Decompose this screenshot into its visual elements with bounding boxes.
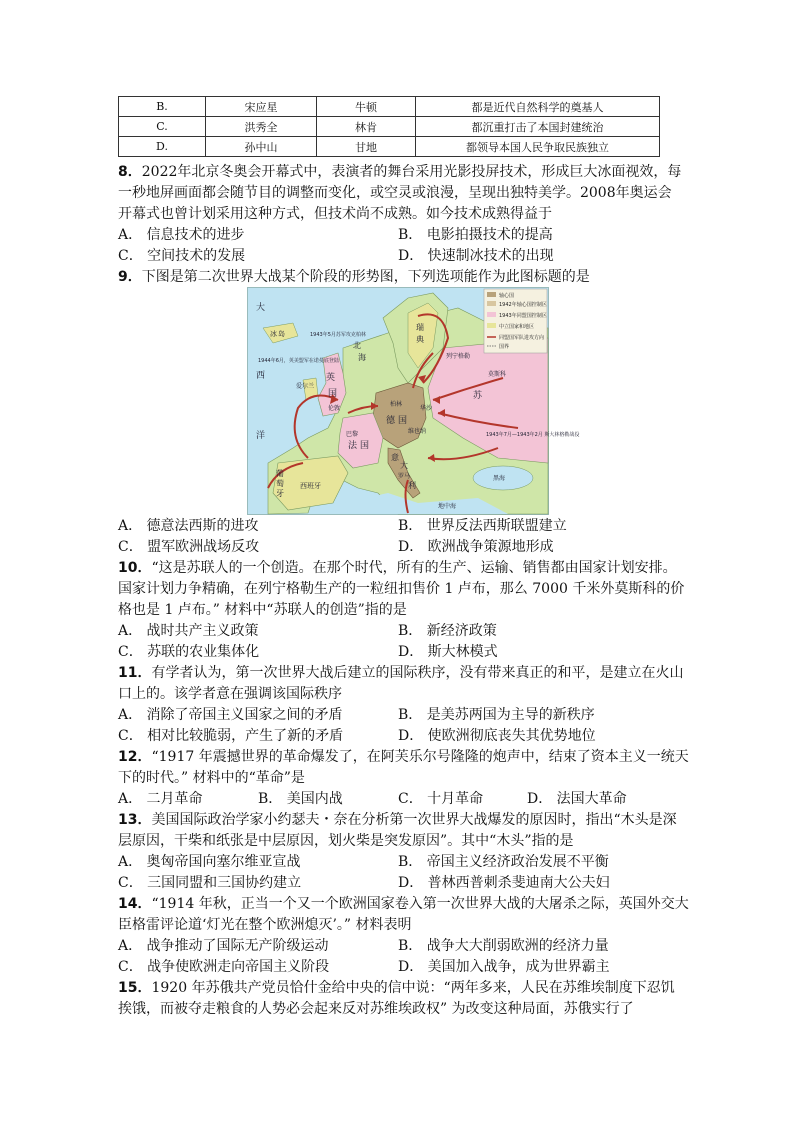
table-cell: C. <box>119 117 206 137</box>
map-label: 大 <box>256 303 266 313</box>
map-label: 冰 <box>270 330 277 338</box>
q8-option-b[interactable]: B． 电影拍摄技术的提高 <box>398 227 553 243</box>
q14-option-a[interactable]: A． 战争推动了国际无产阶级运动 <box>118 938 329 954</box>
question-number: 13． <box>118 812 152 828</box>
question-text: “这是苏联人的一个创造。在那个时代，所有的生产、运输、销售都由国家计划安排。 <box>151 560 677 576</box>
map-label: 英 <box>326 373 336 383</box>
q11-option-a[interactable]: A． 消除了帝国主义国家之间的矛盾 <box>118 707 343 723</box>
map-label: 法 <box>348 441 358 451</box>
question-10-line-3: 格也是 1 卢布。” 材料中“苏联人的创造”指的是 <box>118 602 407 618</box>
question-10-line-1 <box>118 558 677 578</box>
q10-option-d[interactable]: D． 斯大林模式 <box>398 644 498 660</box>
question-text: 下图是第二次世界大战某个阶段的形势图，下列选项能作为此图标题的是 <box>141 269 590 285</box>
question-14-line-2: 臣格雷评论道‘灯光在整个欧洲熄灭’。” 材料表明 <box>118 917 412 933</box>
map-label: 华沙 <box>420 405 433 412</box>
map-label: 1943年7月—1943年2月 斯大林格勒战役 <box>486 432 580 438</box>
q13-option-b[interactable]: B． 帝国主义经济政治发展不平衡 <box>398 854 609 870</box>
q13-option-a[interactable]: A． 奥匈帝国向塞尔维亚宣战 <box>118 854 301 870</box>
table-cell: 甘地 <box>317 137 416 157</box>
question-9-line-1 <box>118 267 590 287</box>
question-number: 10． <box>118 560 152 576</box>
map-label: 北 <box>353 341 361 350</box>
map-label: 国 <box>328 389 338 399</box>
question-number: 9． <box>118 269 142 285</box>
legend-label: 国界 <box>499 344 510 350</box>
map-label: 岛 <box>278 330 285 338</box>
map-label: 国 <box>360 441 370 451</box>
question-text: “1914 年秋，正当一个又一个欧洲国家卷入第一次世界大战的大屠杀之际，英国外交大 <box>151 896 689 912</box>
q8-option-d[interactable]: D． 快速制冰技术的出现 <box>398 248 554 264</box>
question-13-line-2: 层原因，干柴和纸张是中层原因，划火柴是突发原因”。其中“木头”指的是 <box>118 833 574 849</box>
question-text: 1920 年苏俄共产党员恰什金给中央的信中说：“两年多来，人民在苏维埃制度下忍饥 <box>151 980 675 996</box>
question-15-line-2: 挨饿，而被夺走粮食的人势必会起来反对苏维埃政权” 为改变这种局面，苏俄实行了 <box>118 1001 634 1017</box>
map-label: 大 <box>400 461 408 470</box>
table-cell: 都领导本国人民争取民族独立 <box>416 137 660 157</box>
question-11-line-2: 口上的。该学者意在强调该国际秩序 <box>118 686 342 702</box>
legend-label: 1942年轴心国控制区 <box>499 302 547 308</box>
map-label: 国 <box>398 416 408 426</box>
map-legend <box>484 289 547 353</box>
question-12-line-2: 下的时代。” 材料中的“革命”是 <box>118 770 305 786</box>
map-label: 维也纳 <box>408 428 427 435</box>
map-label: 葡 <box>276 469 284 478</box>
q10-option-a[interactable]: A． 战时共产主义政策 <box>118 623 259 639</box>
options-table <box>118 96 660 157</box>
q13-option-c[interactable]: C． 三国同盟和三国协约建立 <box>118 875 302 891</box>
question-13-line-1 <box>118 810 677 830</box>
table-cell: 宋应星 <box>206 97 317 117</box>
table-cell: 孙中山 <box>206 137 317 157</box>
q10-option-b[interactable]: B． 新经济政策 <box>398 623 497 639</box>
q14-option-c[interactable]: C． 战争使欧洲走向帝国主义阶段 <box>118 959 330 975</box>
table-cell: D. <box>119 137 206 157</box>
map-label: 伦敦 <box>328 405 341 412</box>
map-label: 地中海 <box>438 503 457 510</box>
question-12-line-1 <box>118 747 689 767</box>
map-label: 牙 <box>276 489 284 498</box>
table-cell: 洪秀全 <box>206 117 317 137</box>
question-number: 8． <box>118 164 142 180</box>
q11-option-b[interactable]: B． 是美苏两国为主导的新秩序 <box>398 707 595 723</box>
table-row <box>119 137 660 157</box>
map-label: 1944年6月，英美盟军在诺曼底登陆 <box>258 358 339 364</box>
map-label: 柏林 <box>390 401 403 408</box>
table-cell: 都沉重打击了本国封建统治 <box>416 117 660 137</box>
map-label: 意 <box>391 453 399 462</box>
q8-option-a[interactable]: A． 信息技术的进步 <box>118 227 245 243</box>
map-label: 爱尔兰 <box>296 383 315 390</box>
map-label: 列宁格勒 <box>446 353 471 360</box>
map-label: 洋 <box>256 431 266 441</box>
q8-option-c[interactable]: C． 空间技术的发展 <box>118 248 246 264</box>
question-14-line-1 <box>118 894 689 914</box>
map-label: 海 <box>358 353 366 362</box>
q9-option-b[interactable]: B． 世界反法西斯联盟建立 <box>398 518 567 534</box>
q14-option-b[interactable]: B． 战争大大削弱欧洲的经济力量 <box>398 938 609 954</box>
map-label: 典 <box>416 335 424 344</box>
question-8-line-2: 一秒地屏画面都会随节目的调整而变化，或空灵或浪漫，呈现出独特美学。2008年奥运会 <box>118 185 672 201</box>
map-label: 黑海 <box>493 475 506 482</box>
question-text: 美国国际政治学家小约瑟夫・奈在分析第一次世界大战爆发的原因时，指出“木头是深 <box>151 812 677 828</box>
map-label: 西班牙 <box>300 482 321 490</box>
question-10-line-2: 国家计划力争精确，在列宁格勒生产的一粒纽扣售价 1 卢布，那么 7000 千米外莫斯科的价 <box>118 581 685 597</box>
question-text: 有学者认为，第一次世界大战后建立的国际秩序，没有带来真正的和平，是建立在火山 <box>151 665 684 681</box>
q12-option-c[interactable]: C． 十月革命 <box>398 791 484 807</box>
question-number: 12． <box>118 749 152 765</box>
question-number: 15． <box>118 980 152 996</box>
table-cell: 林肯 <box>317 117 416 137</box>
map-label: 苏 <box>473 391 483 401</box>
q9-option-a[interactable]: A． 德意法西斯的进攻 <box>118 518 259 534</box>
table-row <box>119 117 660 137</box>
table-cell: B. <box>119 97 206 117</box>
question-text: “1917 年震撼世界的革命爆发了，在阿芙乐尔号隆隆的炮声中，结束了资本主义一统天 <box>151 749 689 765</box>
map-label: 莫斯科 <box>488 371 507 378</box>
q10-option-c[interactable]: C． 苏联的农业集体化 <box>118 644 260 660</box>
question-8-line-1 <box>118 162 681 182</box>
legend-label: 同盟国军队进攻方向 <box>499 335 545 341</box>
question-11-line-1 <box>118 663 683 683</box>
q9-option-c[interactable]: C． 盟军欧洲战场反攻 <box>118 539 260 555</box>
q12-option-a[interactable]: A． 二月革命 <box>118 791 203 807</box>
q12-option-d[interactable]: D． 法国大革命 <box>527 791 627 807</box>
legend-label: 1943年同盟国控制区 <box>499 313 547 319</box>
map-label: 巴黎 <box>346 431 359 438</box>
legend-label: 中立国家和地区 <box>499 324 535 330</box>
map-label: 德 <box>386 416 396 426</box>
q11-option-c[interactable]: C． 相对比较脆弱，产生了新的矛盾 <box>118 728 344 744</box>
question-text: 2022年北京冬奥会开幕式中，表演者的舞台采用光影投屏技术，形成巨大冰面视效，每 <box>141 164 682 180</box>
question-number: 11． <box>118 665 152 681</box>
q13-option-d[interactable]: D． 普林西普刺杀斐迪南大公夫妇 <box>398 875 610 891</box>
legend-label: 轴心国 <box>499 293 515 299</box>
table-cell: 牛顿 <box>317 97 416 117</box>
map-label: 罗马 <box>398 473 411 480</box>
table-cell: 都是近代自然科学的奠基人 <box>416 97 660 117</box>
q12-option-b[interactable]: B． 美国内战 <box>258 791 343 807</box>
map-label: 1943年5月苏军攻克柏林 <box>310 332 366 338</box>
map-label: 萄 <box>276 479 284 488</box>
q9-option-d[interactable]: D． 欧洲战争策源地形成 <box>398 539 554 555</box>
q14-option-d[interactable]: D． 美国加入战争，成为世界霸主 <box>398 959 610 975</box>
q11-option-d[interactable]: D． 使欧洲彻底丧失其优势地位 <box>398 728 596 744</box>
table-row <box>119 97 660 117</box>
map-label: 利 <box>408 481 416 490</box>
map-svg <box>248 288 580 514</box>
map-label: 西 <box>256 371 266 381</box>
question-number: 14． <box>118 896 152 912</box>
ww2-europe-map <box>247 287 580 515</box>
question-15-line-1 <box>118 978 675 998</box>
question-8-line-3: 开幕式也曾计划采用这种方式，但技术尚不成熟。如今技术成熟得益于 <box>118 206 552 222</box>
map-label: 瑞 <box>416 323 424 332</box>
